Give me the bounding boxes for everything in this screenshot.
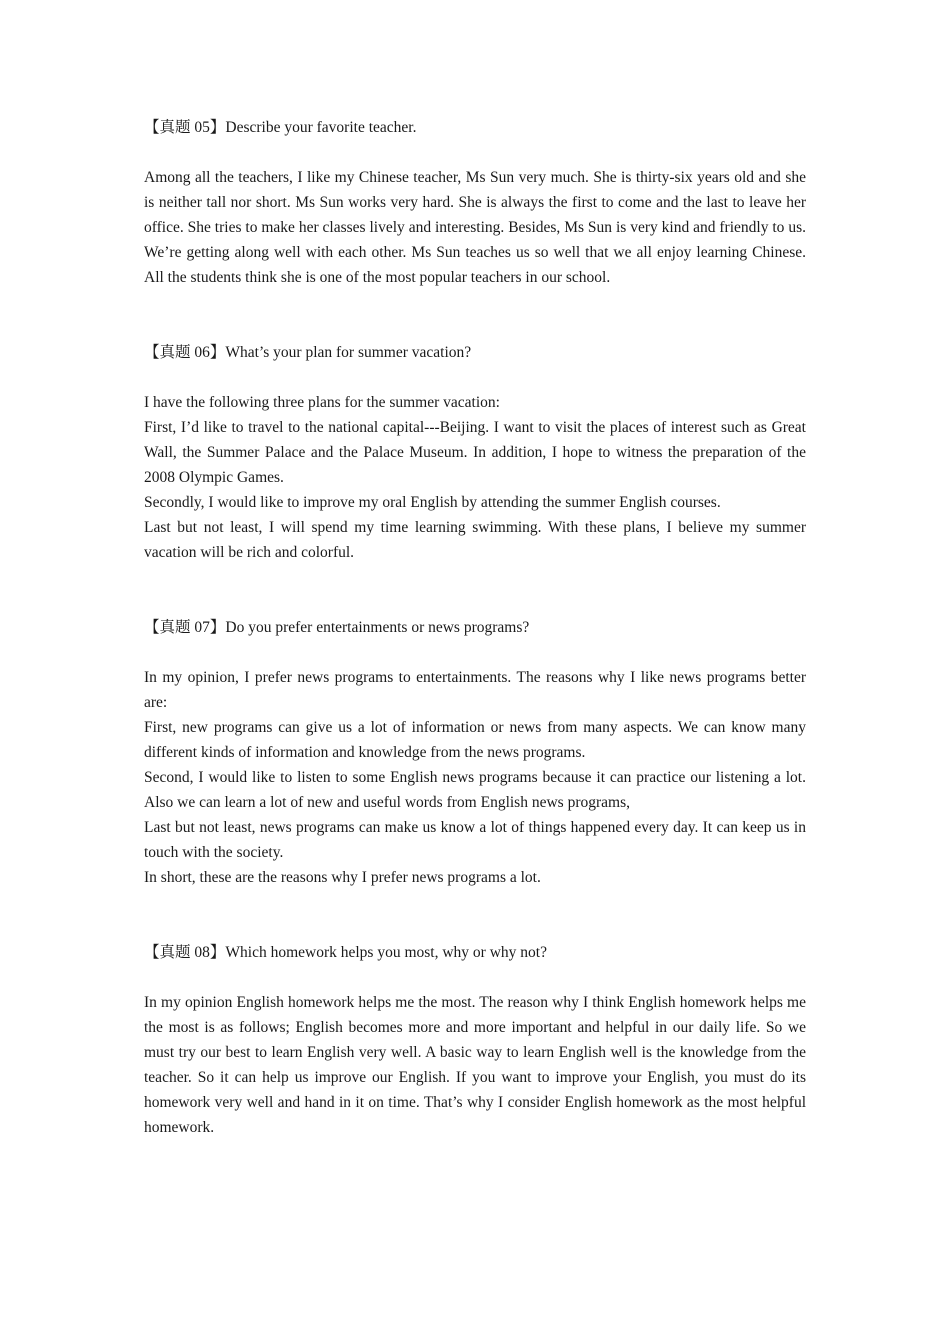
question-title <box>144 115 806 140</box>
question-section-07 <box>144 615 806 890</box>
question-number: 【真题 05】 <box>144 119 226 136</box>
answer-paragraph: I have the following three plans for the summer vacation: <box>144 394 500 411</box>
answer-paragraph: Second, I would like to listen to some English news programs because it can practice our listening a lot. Also we can learn a lot of new and useful words from English news programs, <box>144 769 806 811</box>
answer-paragraph: Last but not least, I will spend my time learning swimming. With these plans, I believe my summer vacation will be rich and colorful. <box>144 519 806 561</box>
question-section-06 <box>144 340 806 565</box>
question-number: 【真题 06】 <box>144 344 226 361</box>
question-section-08 <box>144 940 806 1140</box>
answer-paragraph: Secondly, I would like to improve my oral English by attending the summer English courses. <box>144 494 721 511</box>
answer-paragraph: In short, these are the reasons why I prefer news programs a lot. <box>144 869 541 886</box>
question-text: Describe your favorite teacher. <box>225 119 417 136</box>
answer-paragraph: First, I’d like to travel to the national capital---Beijing. I want to visit the places of interest such as Great Wall, the Summer Palace and the Palace Museum. In addition, I hope to witness the preparation of the 2008 Olympic Games. <box>144 419 806 486</box>
question-number: 【真题 08】 <box>144 944 226 961</box>
question-text: What’s your plan for summer vacation? <box>225 344 472 361</box>
answer-paragraph: In my opinion, I prefer news programs to entertainments. The reasons why I like news programs better are: <box>144 669 806 711</box>
answer-paragraph: First, new programs can give us a lot of information or news from many aspects. We can know many different kinds of information and knowledge from the news programs. <box>144 719 806 761</box>
question-title <box>144 615 806 640</box>
document-page <box>144 115 806 1140</box>
section-spacer <box>144 890 806 940</box>
answer-paragraph: Last but not least, news programs can make us know a lot of things happened every day. It can keep us in touch with the society. <box>144 819 806 861</box>
section-spacer <box>144 565 806 615</box>
question-title <box>144 340 806 365</box>
answer-paragraph: Among all the teachers, I like my Chinese teacher, Ms Sun very much. She is thirty-six years old and she is neither tall nor short. Ms Sun works very hard. She is always the first to come and the last to leave her office. She tries to make her classes lively and interesting. Besides, Ms Sun is very kind and friendly to us. We’re getting along well with each other. Ms Sun teaches us so well that we all enjoy learning Chinese. All the students think she is one of the most popular teachers in our school. <box>144 169 806 286</box>
section-spacer <box>144 290 806 340</box>
question-title <box>144 940 806 965</box>
question-text: Do you prefer entertainments or news programs? <box>225 619 530 636</box>
answer-paragraph: In my opinion English homework helps me the most. The reason why I think English homework helps me the most is as follows; English becomes more and more important and helpful in our daily life. So we must try our best to learn English very well. A basic way to learn English well is the knowledge from the teacher. So it can help us improve our English. If you want to improve your English, you must do its homework very well and hand in it on time. That’s why I consider English homework as the most helpful homework. <box>144 994 806 1136</box>
question-number: 【真题 07】 <box>144 619 226 636</box>
question-section-05 <box>144 115 806 290</box>
question-text: Which homework helps you most, why or why not? <box>225 944 547 961</box>
